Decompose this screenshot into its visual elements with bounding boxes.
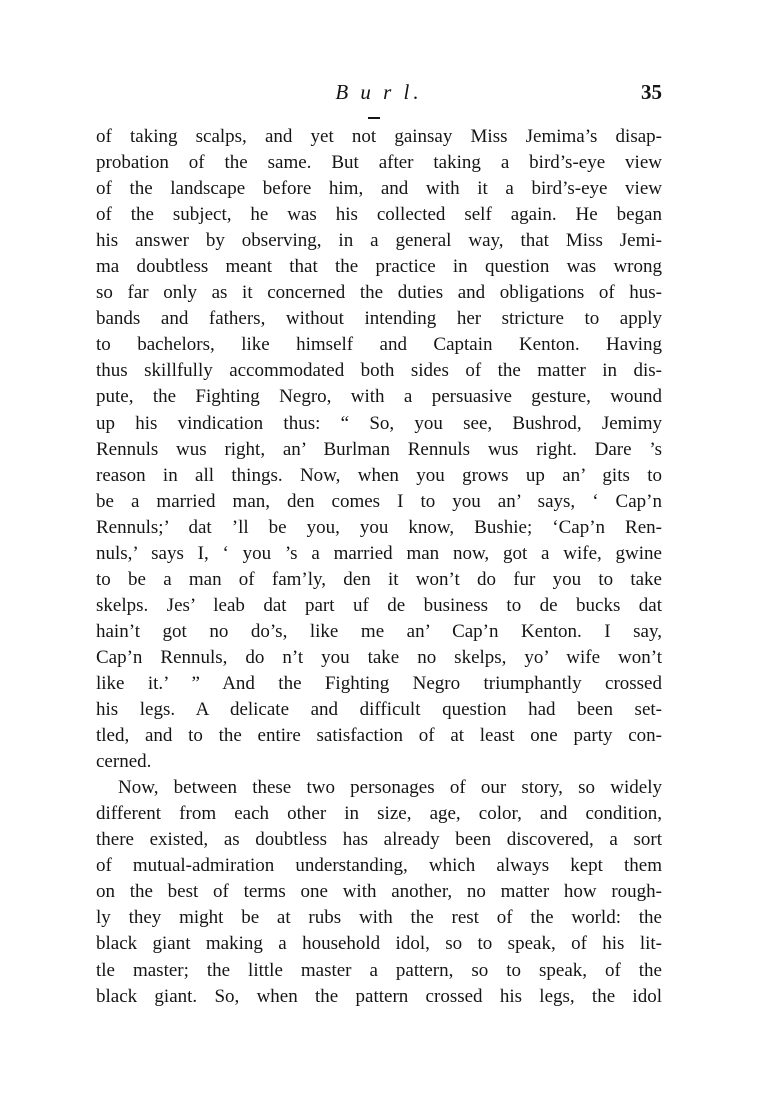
text-line: different from each other in size, age, color, and condition, xyxy=(96,803,662,825)
running-head-title: B u r l. xyxy=(335,80,423,104)
text-line: of mutual-admiration understanding, which always kept them xyxy=(96,855,662,877)
text-line: on the best of terms one with another, no matter how rough- xyxy=(96,881,662,903)
text-line: of taking scalps, and yet not gainsay Miss Jemima’s disap- xyxy=(96,126,662,147)
text-line: cerned. xyxy=(96,751,152,773)
text-line: his legs. A delicate and difficult question had been set- xyxy=(96,699,662,721)
running-head xyxy=(96,80,662,110)
text-line: nuls,’ says I, ‘ you ’s a married man now, got a wife, gwine xyxy=(96,542,662,564)
text-line: to bachelors, like himself and Captain Kenton. Having xyxy=(96,334,662,356)
text-line: tle master; the little master a pattern, so to speak, of the xyxy=(96,959,662,981)
text-line: thus skillfully accommodated both sides of the matter in dis- xyxy=(96,360,662,382)
text-line: Cap’n Rennuls, do n’t you take no skelps, yo’ wife won’t xyxy=(96,646,662,668)
text-line: there existed, as doubtless has already been discovered, a sort xyxy=(96,829,662,851)
text-line: ly they might be at rubs with the rest of the world: the xyxy=(96,907,662,929)
text-line: probation of the same. But after taking a bird’s-eye view xyxy=(96,152,662,174)
text-line: Rennuls;’ dat ’ll be you, you know, Bushie; ‘Cap’n Ren- xyxy=(96,516,662,538)
text-line: black giant. So, when the pattern crossed his legs, the idol xyxy=(96,985,662,1007)
body-text xyxy=(96,124,662,1010)
text-line: hain’t got no do’s, like me an’ Cap’n Kenton. I say, xyxy=(96,620,662,642)
text-line: be a married man, den comes I to you an’ says, ‘ Cap’n xyxy=(96,490,662,512)
text-line: ma doubtless meant that the practice in question was wrong xyxy=(96,256,662,278)
text-line: reason in all things. Now, when you grows up an’ gits to xyxy=(96,464,662,486)
text-line: skelps. Jes’ leab dat part uf de business to de bucks dat xyxy=(96,594,662,616)
text-line: to be a man of fam’ly, den it won’t do fur you to take xyxy=(96,568,662,590)
text-line: tled, and to the entire satisfaction of at least one party con- xyxy=(96,725,662,747)
running-head-rule xyxy=(368,117,380,119)
text-line: bands and fathers, without intending her stricture to apply xyxy=(96,308,662,330)
text-line: so far only as it concerned the duties and obligations of hus- xyxy=(96,282,662,304)
paragraph-1 xyxy=(96,124,662,775)
text-line: pute, the Fighting Negro, with a persuasive gesture, wound xyxy=(96,386,662,408)
text-line: up his vindication thus: “ So, you see, Bushrod, Jemimy xyxy=(96,412,662,434)
text-line: of the landscape before him, and with it a bird’s-eye view xyxy=(96,178,662,200)
page-number: 35 xyxy=(641,80,662,104)
text-line: like it.’ ” And the Fighting Negro triumphantly crossed xyxy=(96,672,662,694)
text-line: his answer by observing, in a general way, that Miss Jemi- xyxy=(96,230,662,252)
text-line: Rennuls wus right, an’ Burlman Rennuls wus right. Dare ’s xyxy=(96,438,662,460)
paragraph-2 xyxy=(96,775,662,1009)
text-line: Now, between these two personages of our story, so widely xyxy=(118,777,662,799)
text-line: black giant making a household idol, so to speak, of his lit- xyxy=(96,933,662,955)
text-line: of the subject, he was his collected self again. He began xyxy=(96,204,662,226)
